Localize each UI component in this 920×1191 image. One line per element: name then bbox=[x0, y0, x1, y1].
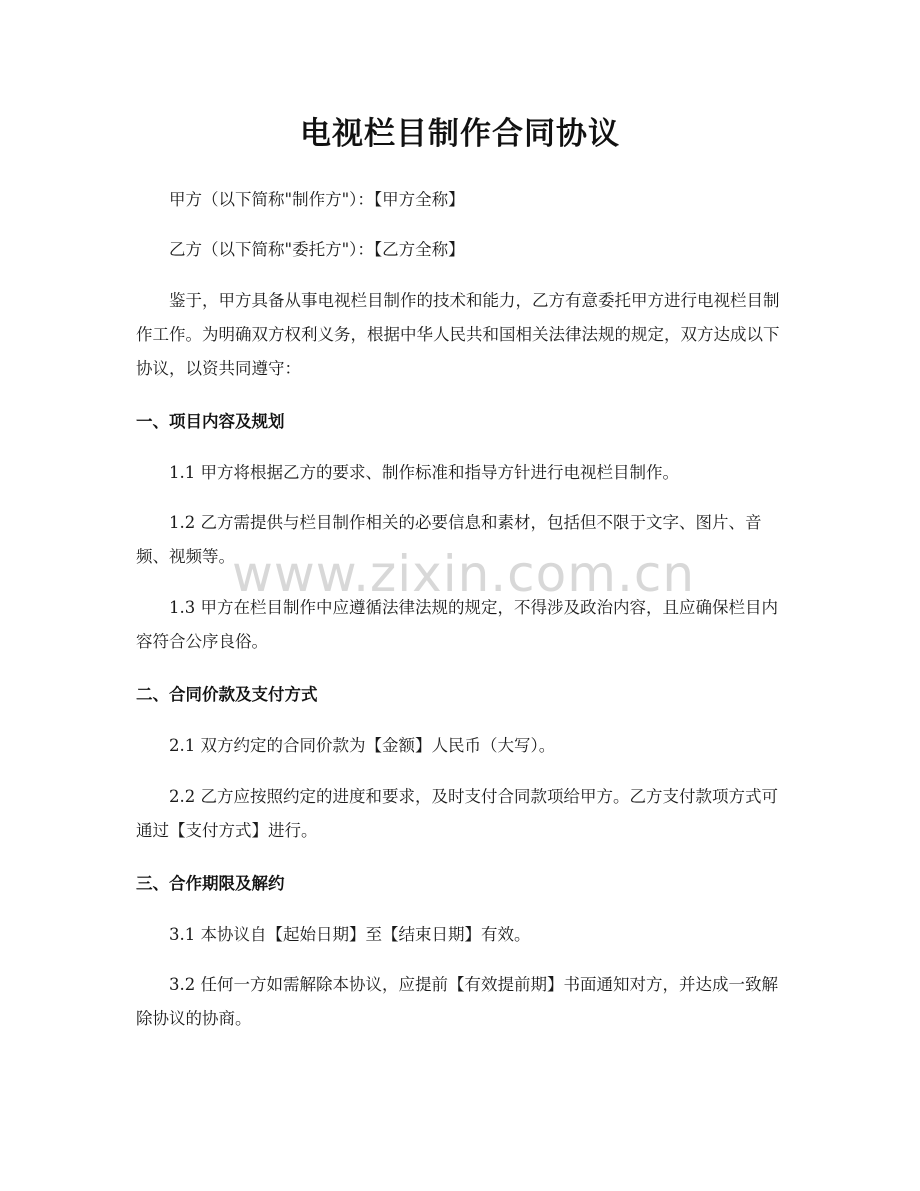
party-b-line: 乙方（以下简称"委托方"）：【乙方全称】 bbox=[169, 240, 465, 259]
watermark-text: www.zixin.com.cn bbox=[232, 545, 696, 603]
clause-2-1: 2.1 双方约定的合同价款为【金额】人民币（大写）。 bbox=[169, 736, 556, 755]
clause-1-3: 1.3 甲方在栏目制作中应遵循法律法规的规定，不得涉及政治内容，且应确保栏目内容符合公序良俗。 bbox=[136, 598, 778, 651]
clause-3-1: 3.1 本协议自【起始日期】至【结束日期】有效。 bbox=[169, 925, 531, 944]
clause-1-2: 1.2 乙方需提供与栏目制作相关的必要信息和素材，包括但不限于文字、图片、音频、视频等。 bbox=[136, 513, 762, 566]
document-title: 电视栏目制作合同协议 bbox=[300, 116, 620, 152]
section-heading-1: 一、项目内容及规划 bbox=[136, 412, 285, 431]
section-heading-2: 二、合同价款及支付方式 bbox=[136, 685, 318, 704]
party-a-line: 甲方（以下简称"制作方"）：【甲方全称】 bbox=[169, 190, 465, 209]
clause-3-2: 3.2 任何一方如需解除本协议，应提前【有效提前期】书面通知对方，并达成一致解除协议的协商。 bbox=[136, 975, 778, 1028]
section-heading-3: 三、合作期限及解约 bbox=[136, 874, 285, 893]
preamble-paragraph: 鉴于，甲方具备从事电视栏目制作的技术和能力，乙方有意委托甲方进行电视栏目制作工作。为明确双方权利义务，根据中华人民共和国相关法律法规的规定，双方达成以下协议，以资共同遵守： bbox=[136, 291, 780, 378]
clause-1-1: 1.1 甲方将根据乙方的要求、制作标准和指导方针进行电视栏目制作。 bbox=[169, 463, 679, 482]
clause-2-2: 2.2 乙方应按照约定的进度和要求，及时支付合同款项给甲方。乙方支付款项方式可通过【支付方式】进行。 bbox=[136, 787, 778, 840]
